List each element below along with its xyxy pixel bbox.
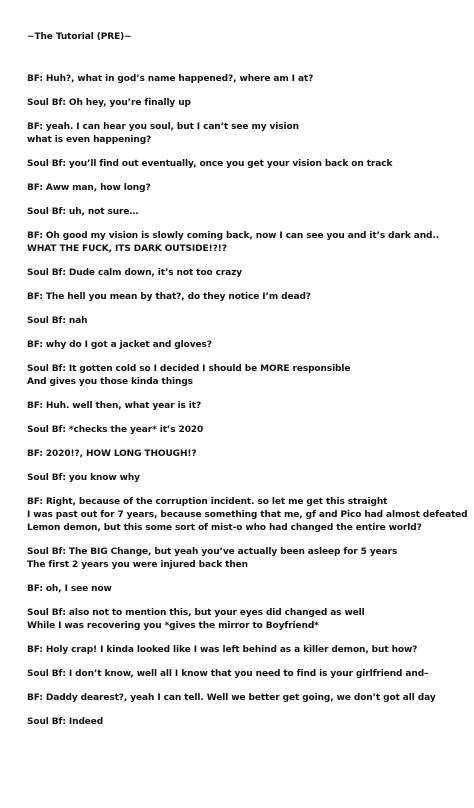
dialogue-line: Soul Bf: It gotten cold so I decided I should be MORE responsible (27, 364, 351, 374)
dialogue-paragraph (27, 363, 467, 389)
dialogue-paragraph (27, 158, 467, 171)
dialogue-line: BF: Huh?, what in god’s name happened?, where am I at? (27, 74, 314, 84)
dialogue-paragraph (27, 339, 467, 352)
dialogue-paragraph (27, 121, 467, 147)
dialogue-list (27, 73, 467, 729)
dialogue-line: what is even happening? (27, 135, 152, 145)
dialogue-paragraph (27, 692, 467, 705)
dialogue-line: BF: 2020!?, HOW LONG THOUGH!? (27, 449, 197, 459)
dialogue-paragraph (27, 97, 467, 110)
dialogue-line: WHAT THE FUCK, ITS DARK OUTSIDE!?!? (27, 244, 227, 254)
dialogue-paragraph (27, 668, 467, 681)
dialogue-paragraph (27, 400, 467, 413)
dialogue-paragraph (27, 267, 467, 280)
dialogue-line: Lemon demon, but this some sort of mist-o who had changed the entire world? (27, 523, 422, 533)
dialogue-line: BF: why do I got a jacket and gloves? (27, 340, 212, 350)
dialogue-paragraph (27, 546, 467, 572)
dialogue-line: Soul Bf: I don’t know, well all I know that you need to find is your girlfriend and– (27, 669, 429, 679)
dialogue-line: Soul Bf: you know why (27, 473, 140, 483)
dialogue-line: BF: yeah. I can hear you soul, but I can’t see my vision (27, 122, 299, 132)
dialogue-paragraph (27, 73, 467, 86)
dialogue-line: BF: Aww man, how long? (27, 183, 151, 193)
dialogue-line: BF: Oh good my vision is slowly coming back, now I can see you and it’s dark and.. (27, 231, 440, 241)
dialogue-paragraph (27, 448, 467, 461)
dialogue-line: BF: Holy crap! I kinda looked like I was left behind as a killer demon, but how? (27, 645, 418, 655)
document-body (27, 31, 467, 740)
dialogue-paragraph (27, 206, 467, 219)
dialogue-paragraph (27, 230, 467, 256)
dialogue-line: BF: Huh. well then, what year is it? (27, 401, 202, 411)
dialogue-paragraph (27, 583, 467, 596)
dialogue-line: I was past out for 7 years, because something that me, gf and Pico had almost defeated (27, 510, 468, 520)
dialogue-paragraph (27, 424, 467, 437)
dialogue-line: While I was recovering you *gives the mirror to Boyfriend* (27, 621, 319, 631)
dialogue-paragraph (27, 496, 467, 535)
dialogue-paragraph (27, 716, 467, 729)
dialogue-line: BF: The hell you mean by that?, do they notice I’m dead? (27, 292, 311, 302)
dialogue-line: BF: Daddy dearest?, yeah I can tell. Well we better get going, we don’t got all day (27, 693, 436, 703)
dialogue-line: Soul Bf: also not to mention this, but your eyes did changed as well (27, 608, 365, 618)
dialogue-line: And gives you those kinda things (27, 377, 193, 387)
document-title: ~The Tutorial (PRE)~ (27, 32, 132, 42)
dialogue-paragraph (27, 472, 467, 485)
dialogue-paragraph (27, 644, 467, 657)
dialogue-line: BF: Right, because of the corruption incident. so let me get this straight (27, 497, 388, 507)
dialogue-line: The first 2 years you were injured back then (27, 560, 248, 570)
dialogue-line: Soul Bf: Indeed (27, 717, 104, 727)
dialogue-line: Soul Bf: The BIG Change, but yeah you’ve actually been asleep for 5 years (27, 547, 398, 557)
dialogue-line: Soul Bf: nah (27, 316, 88, 326)
dialogue-line: Soul Bf: Oh hey, you’re finally up (27, 98, 191, 108)
dialogue-paragraph (27, 182, 467, 195)
dialogue-line: BF: oh, I see now (27, 584, 112, 594)
dialogue-line: Soul Bf: Dude calm down, it’s not too crazy (27, 268, 243, 278)
dialogue-line: Soul Bf: you’ll find out eventually, once you get your vision back on track (27, 159, 393, 169)
dialogue-paragraph (27, 607, 467, 633)
dialogue-line: Soul Bf: *checks the year* it’s 2020 (27, 425, 204, 435)
dialogue-line: Soul Bf: uh, not sure… (27, 207, 139, 217)
dialogue-paragraph (27, 315, 467, 328)
dialogue-paragraph (27, 291, 467, 304)
